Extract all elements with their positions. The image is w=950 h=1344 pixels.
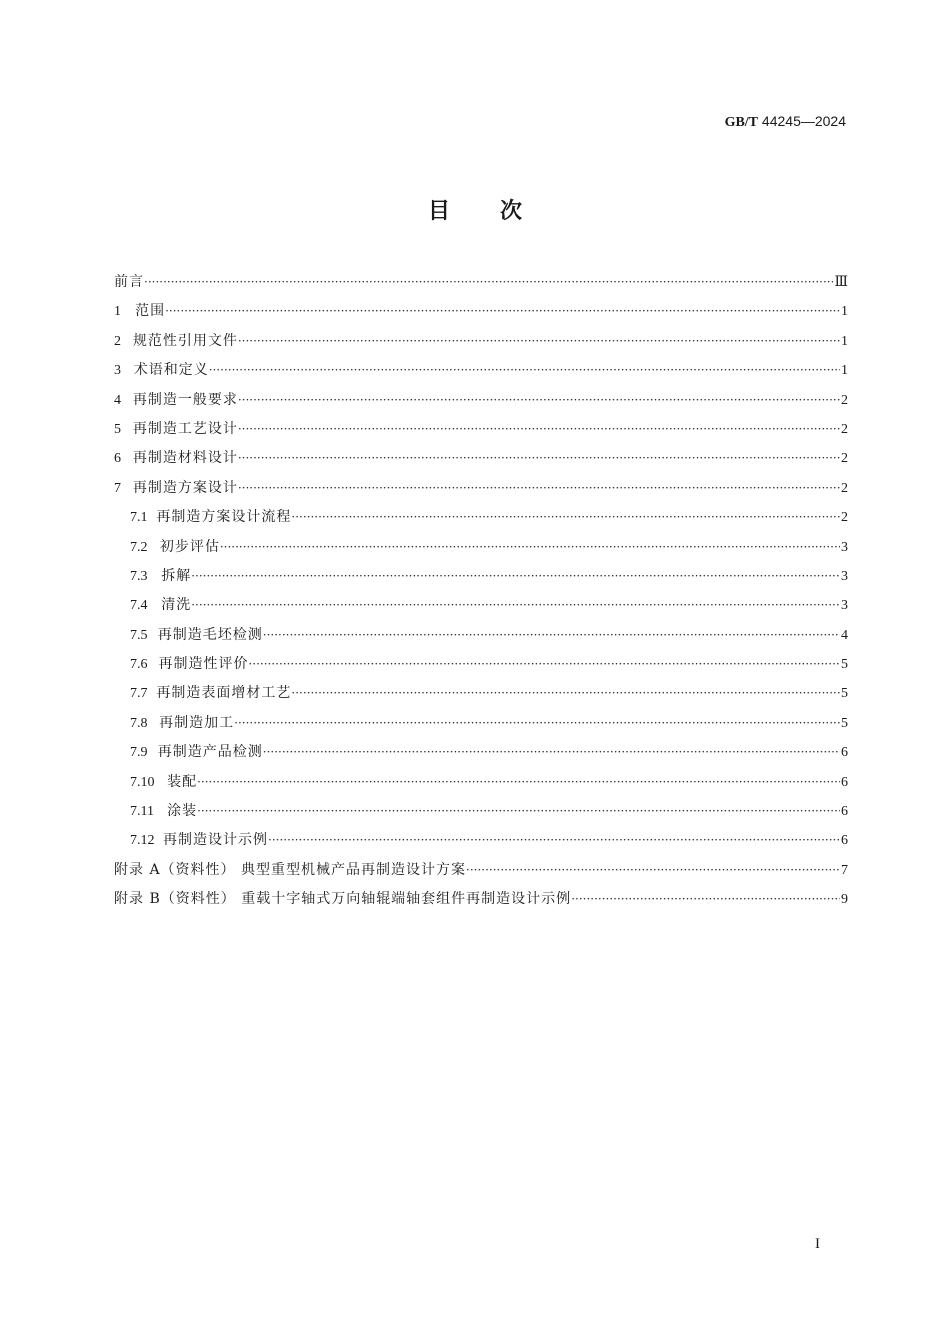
toc-leader-dots [466, 856, 840, 885]
toc-entry-number: 7.3 [130, 568, 148, 584]
toc-entry-number: 7 [114, 480, 121, 496]
toc-leader-dots [248, 650, 840, 679]
toc-leader-dots [263, 738, 840, 767]
toc-entry-number: 7.4 [130, 598, 148, 614]
toc-entry-label: 再制造方案设计流程 [156, 509, 292, 526]
toc-leader-dots [191, 562, 840, 591]
toc-entry-label: 再制造表面增材工艺 [156, 685, 292, 702]
toc-entry-7-4[interactable] [114, 591, 848, 620]
toc-entry-label: 附录 B（资料性） 重载十字轴式万向轴辊端轴套组件再制造设计示例 [114, 891, 572, 908]
toc-entry-7-11[interactable] [114, 797, 848, 826]
toc-entry-page: 3 [841, 598, 848, 614]
page-title: 目次 [427, 199, 572, 224]
standard-code: GB/T [724, 115, 759, 130]
toc-leader-dots [220, 533, 840, 562]
toc-entry-7-1[interactable] [114, 503, 848, 532]
toc-entry-7-6[interactable] [114, 650, 848, 679]
toc-entry-label: 装配 [167, 773, 198, 790]
toc-entry-page: 1 [841, 363, 848, 379]
toc-entry-label: 再制造产品检测 [157, 744, 263, 761]
toc-entry-label: 初步评估 [159, 538, 220, 555]
toc-entry-6[interactable] [114, 444, 848, 473]
toc-entry-page: 2 [841, 510, 848, 526]
toc-leader-dots [191, 591, 840, 620]
toc-entry-label: 涂装 [167, 803, 198, 820]
toc-entry-7-10[interactable] [114, 768, 848, 797]
toc-entry-label: 前言 [114, 274, 144, 290]
toc-entry-7-3[interactable] [114, 562, 848, 591]
toc-entry-label: 规范性引用文件 [132, 332, 238, 349]
toc-entry-page: 3 [841, 568, 848, 584]
toc-entry-number: 7.12 [130, 833, 155, 849]
toc-entry-page: 2 [841, 451, 848, 467]
toc-leader-dots [238, 386, 840, 415]
toc-entry-7[interactable] [114, 474, 848, 503]
toc-entry-2[interactable] [114, 327, 848, 356]
toc-entry-page: 6 [841, 745, 848, 761]
toc-entry-number: 5 [114, 421, 121, 437]
toc-leader-dots [571, 885, 840, 914]
toc-entry-page: 2 [841, 421, 848, 437]
toc-leader-dots [209, 356, 840, 385]
page-number-footer: I [815, 1236, 820, 1252]
toc-entry-number: 7.1 [130, 510, 148, 526]
toc-entry-number: 7.2 [130, 539, 148, 555]
toc-leader-dots [238, 474, 840, 503]
toc-leader-dots [238, 415, 840, 444]
toc-leader-dots [238, 444, 840, 473]
toc-leader-dots [197, 768, 840, 797]
toc-entry-appendix-a[interactable] [114, 856, 848, 885]
toc-entry-4[interactable] [114, 386, 848, 415]
toc-leader-dots [234, 709, 840, 738]
toc-entry-number: 7.9 [130, 745, 148, 761]
toc-entry-label: 再制造性评价 [158, 656, 249, 673]
toc-entry-page: 2 [841, 392, 848, 408]
toc-entry-page: Ⅲ [834, 275, 848, 290]
toc-entry-page: 2 [841, 480, 848, 496]
toc-entry-number: 3 [114, 363, 121, 379]
toc-entry-7-9[interactable] [114, 738, 848, 767]
toc-entry-label: 再制造方案设计 [132, 479, 238, 496]
toc-entry-page: 1 [841, 304, 848, 320]
toc-entry-5[interactable] [114, 415, 848, 444]
toc-entry-3[interactable] [114, 356, 848, 385]
toc-entry-7-7[interactable] [114, 679, 848, 708]
toc-entry-number: 4 [114, 392, 121, 408]
toc-entry-label: 范围 [135, 303, 166, 320]
toc-entry-page: 1 [841, 333, 848, 349]
toc-leader-dots [268, 826, 840, 855]
toc-entry-number: 7.6 [130, 657, 148, 673]
toc-entry-page: 9 [841, 892, 848, 908]
toc-entry-7-12[interactable] [114, 826, 848, 855]
toc-entry-number: 7.7 [130, 686, 148, 702]
toc-leader-dots [144, 268, 833, 297]
toc-entry-page: 5 [841, 686, 848, 702]
toc-entry-label: 清洗 [161, 597, 192, 614]
toc-entry-label: 再制造毛坯检测 [157, 626, 263, 643]
toc-entry-number: 7.10 [130, 774, 155, 790]
toc-entry-number: 6 [114, 451, 121, 467]
toc-leader-dots [263, 621, 840, 650]
standard-number-header [725, 113, 846, 131]
toc-leader-dots [165, 297, 840, 326]
toc-entry-label: 再制造加工 [159, 714, 235, 731]
toc-entry-page: 6 [841, 774, 848, 790]
toc-entry-page: 6 [841, 833, 848, 849]
toc-leader-dots [197, 797, 840, 826]
toc-entry-page: 5 [841, 657, 848, 673]
toc-entry-number: 7.5 [130, 627, 148, 643]
toc-entry-label: 再制造设计示例 [163, 832, 269, 849]
toc-entry-1[interactable] [114, 297, 848, 326]
table-of-contents [114, 268, 848, 915]
toc-entry-number: 7.11 [130, 804, 154, 820]
toc-entry-number: 1 [114, 304, 121, 320]
toc-leader-dots [291, 679, 840, 708]
standard-number: 44245—2024 [761, 113, 846, 129]
toc-entry-label: 拆解 [161, 567, 192, 584]
toc-entry-foreword[interactable] [114, 268, 848, 297]
toc-entry-page: 7 [841, 862, 848, 878]
toc-entry-7-8[interactable] [114, 709, 848, 738]
toc-entry-label: 再制造工艺设计 [132, 420, 238, 437]
toc-entry-label: 再制造一般要求 [132, 391, 238, 408]
toc-entry-page: 6 [841, 804, 848, 820]
toc-entry-number: 7.8 [130, 715, 148, 731]
toc-leader-dots [291, 503, 840, 532]
toc-entry-number: 2 [114, 333, 121, 349]
toc-entry-appendix-b[interactable] [114, 885, 848, 914]
toc-entry-7-2[interactable] [114, 533, 848, 562]
toc-entry-7-5[interactable] [114, 621, 848, 650]
toc-leader-dots [238, 327, 840, 356]
toc-entry-label: 再制造材料设计 [132, 450, 238, 467]
toc-entry-page: 3 [841, 539, 848, 555]
toc-entry-page: 5 [841, 715, 848, 731]
toc-entry-page: 4 [841, 627, 848, 643]
toc-entry-label: 术语和定义 [133, 362, 209, 379]
toc-entry-label: 附录 A（资料性） 典型重型机械产品再制造设计方案 [114, 861, 467, 878]
